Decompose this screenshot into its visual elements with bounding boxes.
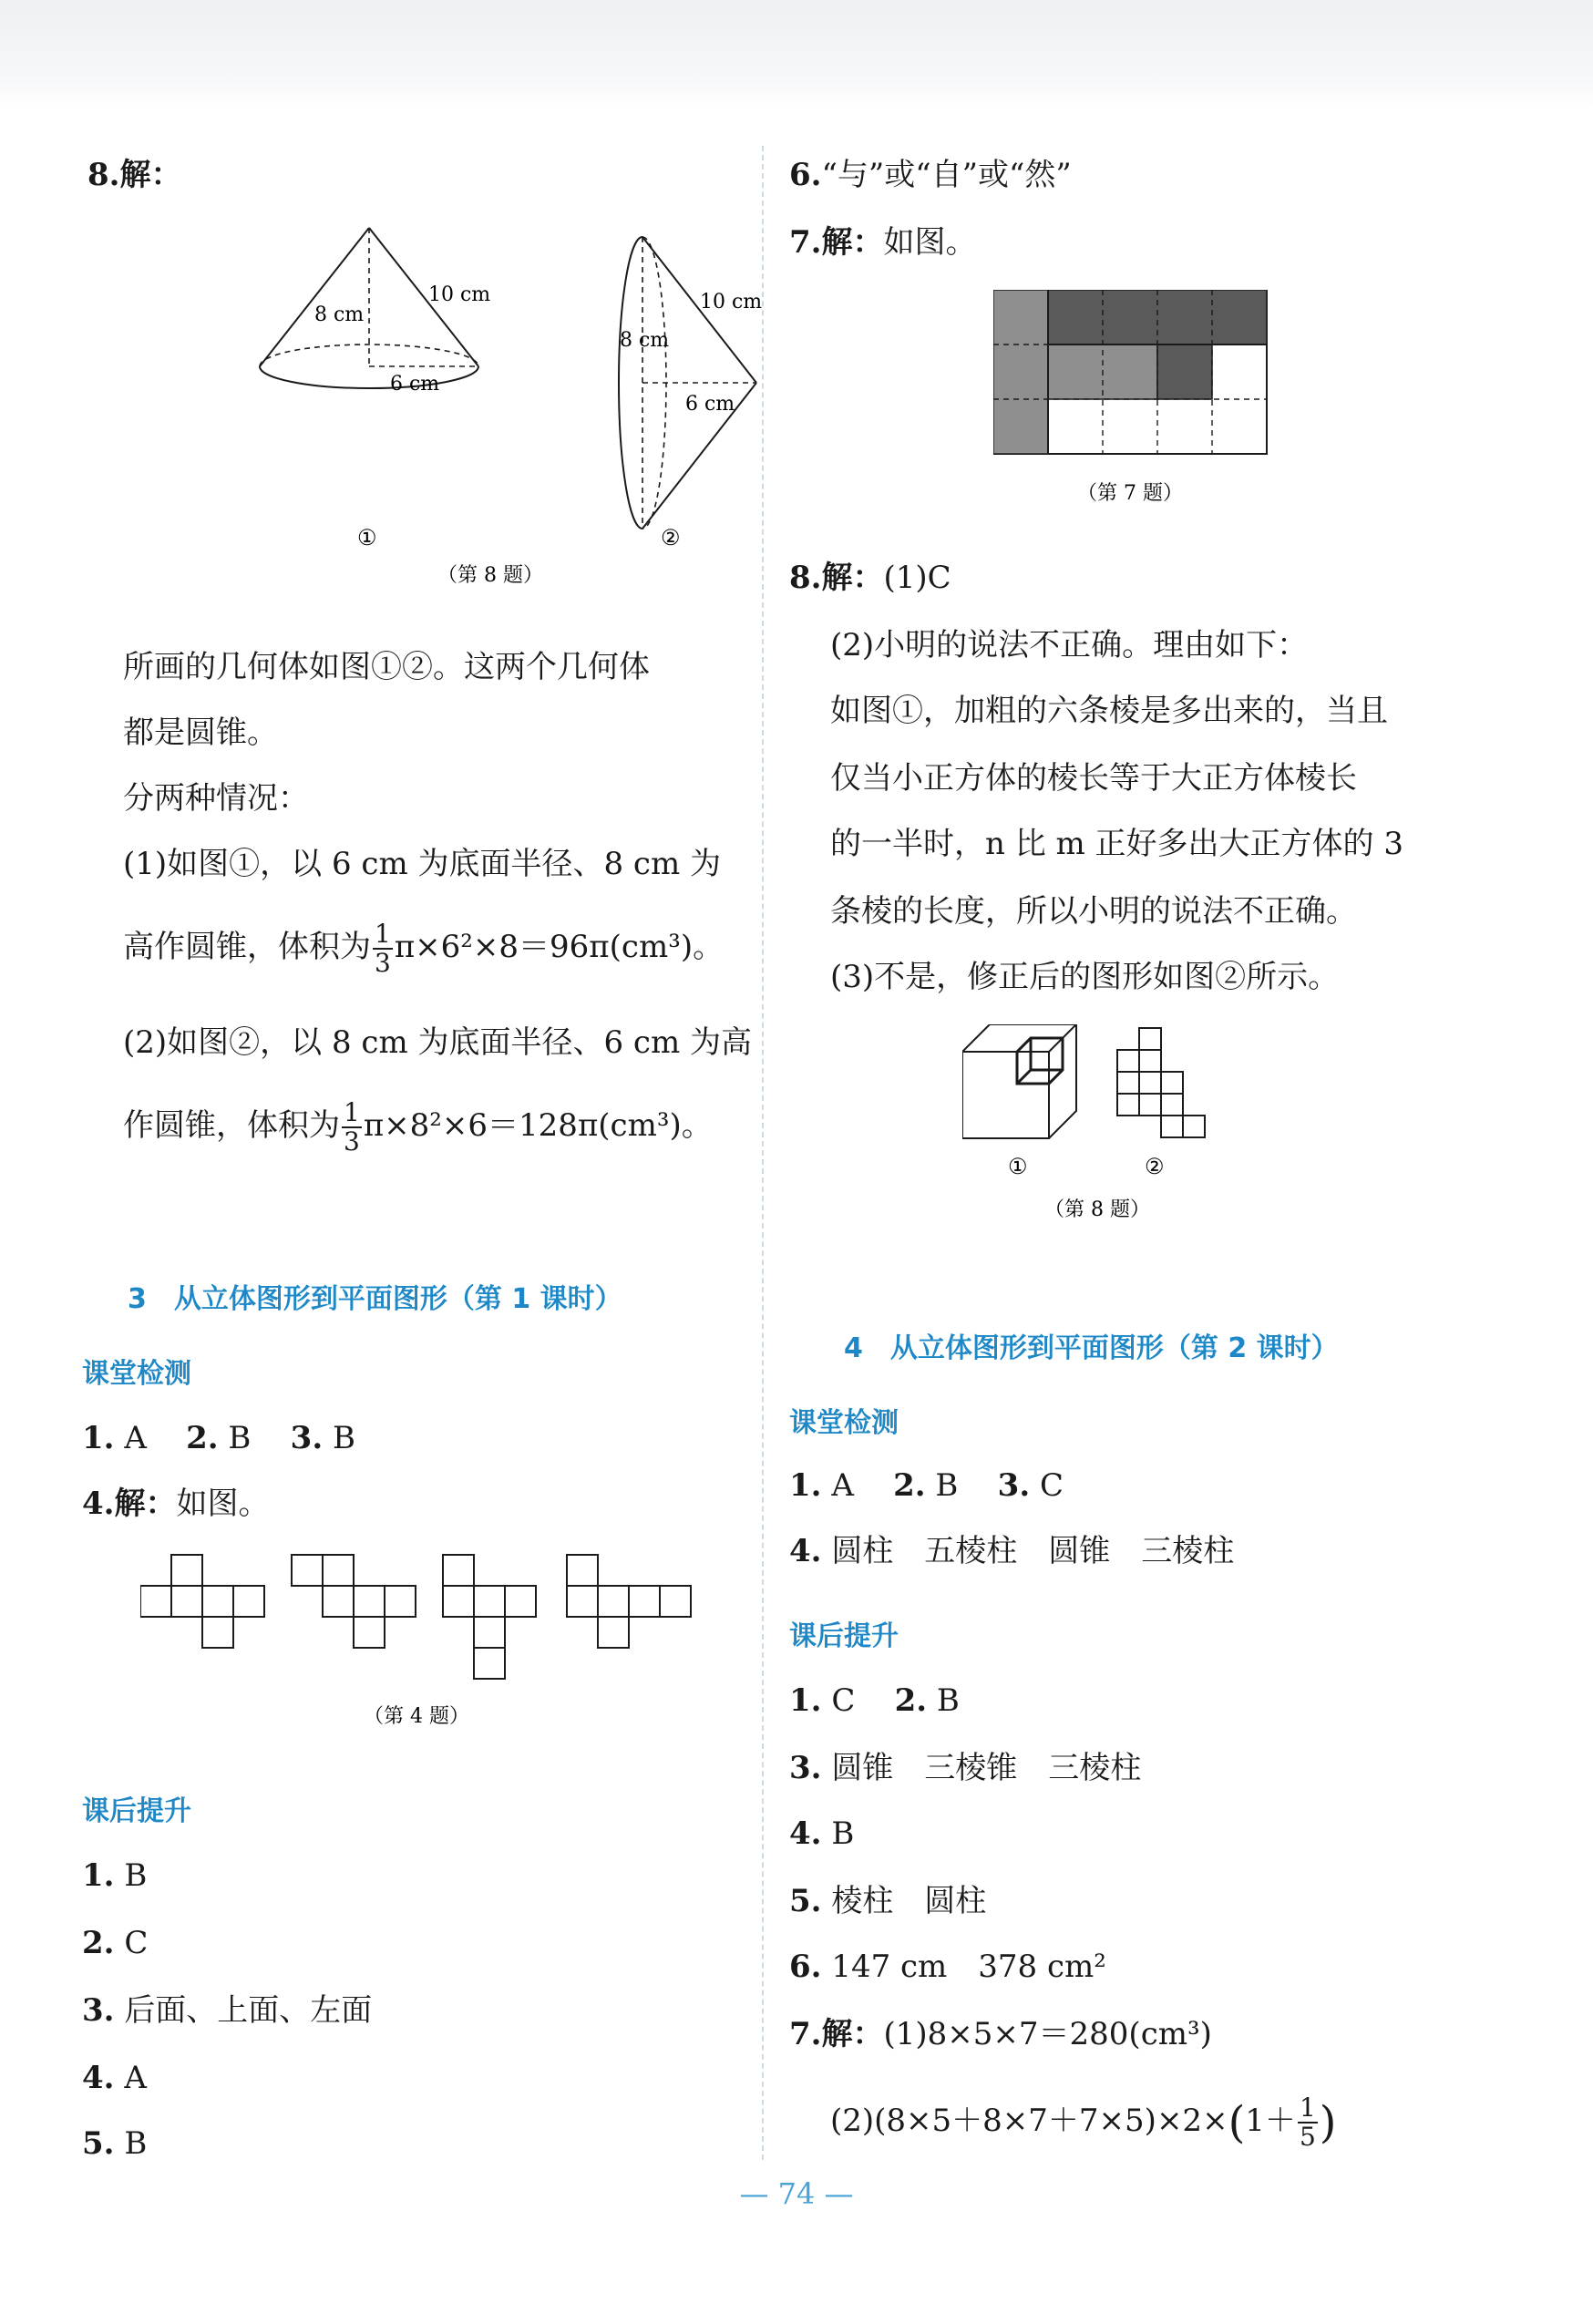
cone-1	[260, 228, 490, 550]
fraction-one-fifth: $\frac{1}{5}$	[1299, 2093, 1316, 2152]
section-4-title: 4 从立体图形到平面图形（第 2 课时）	[844, 1332, 1339, 1364]
after-answer-5-right: 5. 棱柱 圆柱	[789, 1883, 987, 1919]
after-answer-4-right: 4. B	[789, 1815, 855, 1852]
q8-line-2: 都是圆锥。	[123, 715, 278, 751]
classroom-check-label-right: 课堂检测	[789, 1407, 899, 1439]
q7-heading: 7.解：如图。	[789, 224, 977, 261]
cone1-mark: ①	[357, 525, 377, 550]
cube-net-4	[567, 1555, 691, 1648]
cone2-radius-label: 6 cm	[685, 393, 735, 416]
q8-right-heading: 8.解：(1)C	[789, 560, 951, 596]
after-answer-1: 1. B	[82, 1857, 148, 1894]
q8-right-line-4: 的一半时，n 比 m 正好多出大正方体的 3	[830, 826, 1403, 862]
q6-answer: 6.“与”或“自”或“然”	[789, 157, 1072, 193]
cube-figure	[962, 1024, 1272, 1234]
page-number: — 74 —	[739, 2176, 854, 2211]
q8-right-line-6: (3)不是，修正后的图形如图②所示。	[830, 959, 1340, 995]
fig8-right-caption: （第 8 题）	[1044, 1198, 1150, 1221]
fig7-caption: （第 7 题）	[1077, 482, 1183, 505]
after-answers-row-right: 1. C 2. B	[789, 1682, 960, 1719]
shaded-grid-figure	[993, 290, 1285, 509]
cube-net-3	[443, 1555, 536, 1679]
q7-right-answer: 7.解：(1)8×5×7＝280(cm³)	[789, 2016, 1212, 2052]
after-answer-3: 3. 后面、上面、左面	[82, 1992, 373, 2029]
after-answer-2: 2. C	[82, 1925, 149, 1961]
corrected-net	[1117, 1028, 1205, 1137]
fraction-one-third: $\frac{1}{3}$	[375, 919, 391, 978]
q8-line-1: 所画的几何体如图①②。这两个几何体	[123, 649, 650, 685]
cone2-slant-label: 10 cm	[700, 291, 763, 314]
cone1-slant-label: 10 cm	[428, 283, 491, 306]
after-answer-3-right: 3. 圆锥 三棱锥 三棱柱	[789, 1750, 1142, 1786]
fraction-one-third: $\frac{1}{3}$	[344, 1097, 360, 1157]
classroom-answers-row: 1. A 2. B 3. B	[82, 1420, 355, 1456]
cone1-radius-label: 6 cm	[390, 373, 440, 396]
cone1-height-label: 8 cm	[314, 303, 365, 326]
cone-2	[619, 237, 762, 550]
fig8-right-mark-1: ①	[1008, 1154, 1028, 1179]
case1-line-a: (1)如图①，以 6 cm 为底面半径、8 cm 为	[123, 846, 722, 882]
cube-net-1	[140, 1555, 264, 1648]
cone2-height-label: 8 cm	[620, 329, 670, 352]
after-answer-6-right: 6. 147 cm 378 cm²	[789, 1949, 1106, 1985]
classroom-answers-row-right: 1. A 2. B 3. C	[789, 1467, 1064, 1504]
q8-right-line-2: 如图①，加粗的六条棱是多出来的，当且	[830, 693, 1388, 729]
q8-right-line-3: 仅当小正方体的棱长等于大正方体棱长	[830, 760, 1357, 797]
case2-line-b: 作圆锥，体积为 $\frac{1}{3}$ π×8²×6＝128π(cm³)。	[123, 1097, 713, 1157]
cube-with-notch	[962, 1024, 1076, 1138]
after-answer-5: 5. B	[82, 2125, 148, 2162]
fig4-caption: （第 4 题）	[364, 1705, 469, 1728]
cone-figure	[164, 219, 802, 602]
after-class-label-right: 课后提升	[789, 1620, 899, 1652]
q8-right-line-5: 条棱的长度，所以小明的说法不正确。	[830, 893, 1357, 930]
q8-right-line-1: (2)小明的说法不正确。理由如下：	[830, 627, 1309, 663]
cube-net-2	[292, 1555, 416, 1648]
section-3-title: 3 从立体图形到平面图形（第 1 课时）	[128, 1283, 622, 1315]
page-header-band	[0, 0, 1593, 109]
after-class-label: 课后提升	[82, 1795, 191, 1827]
cone2-mark: ②	[661, 525, 681, 550]
classroom-q4-right: 4. 圆柱 五棱柱 圆锥 三棱柱	[789, 1533, 1235, 1569]
q8-line-3: 分两种情况：	[123, 780, 309, 817]
q7-right-part-2: (2)(8×5＋8×7＋7×5)×2×(1＋ $\frac{1}{5}$ )	[830, 2093, 1337, 2152]
classroom-q4: 4.解：如图。	[82, 1486, 270, 1522]
case1-line-b: 高作圆锥，体积为 $\frac{1}{3}$ π×6²×8＝96π(cm³)。	[123, 919, 725, 978]
case2-line-a: (2)如图②，以 8 cm 为底面半径、6 cm 为高	[123, 1024, 753, 1061]
fig8-caption: （第 8 题）	[437, 564, 543, 587]
cube-nets-figure	[140, 1549, 724, 1732]
classroom-check-label: 课堂检测	[82, 1358, 191, 1390]
q8-heading: 8.解：	[87, 157, 182, 193]
after-answer-4: 4. A	[82, 2060, 147, 2096]
fig8-right-mark-2: ②	[1145, 1154, 1165, 1179]
